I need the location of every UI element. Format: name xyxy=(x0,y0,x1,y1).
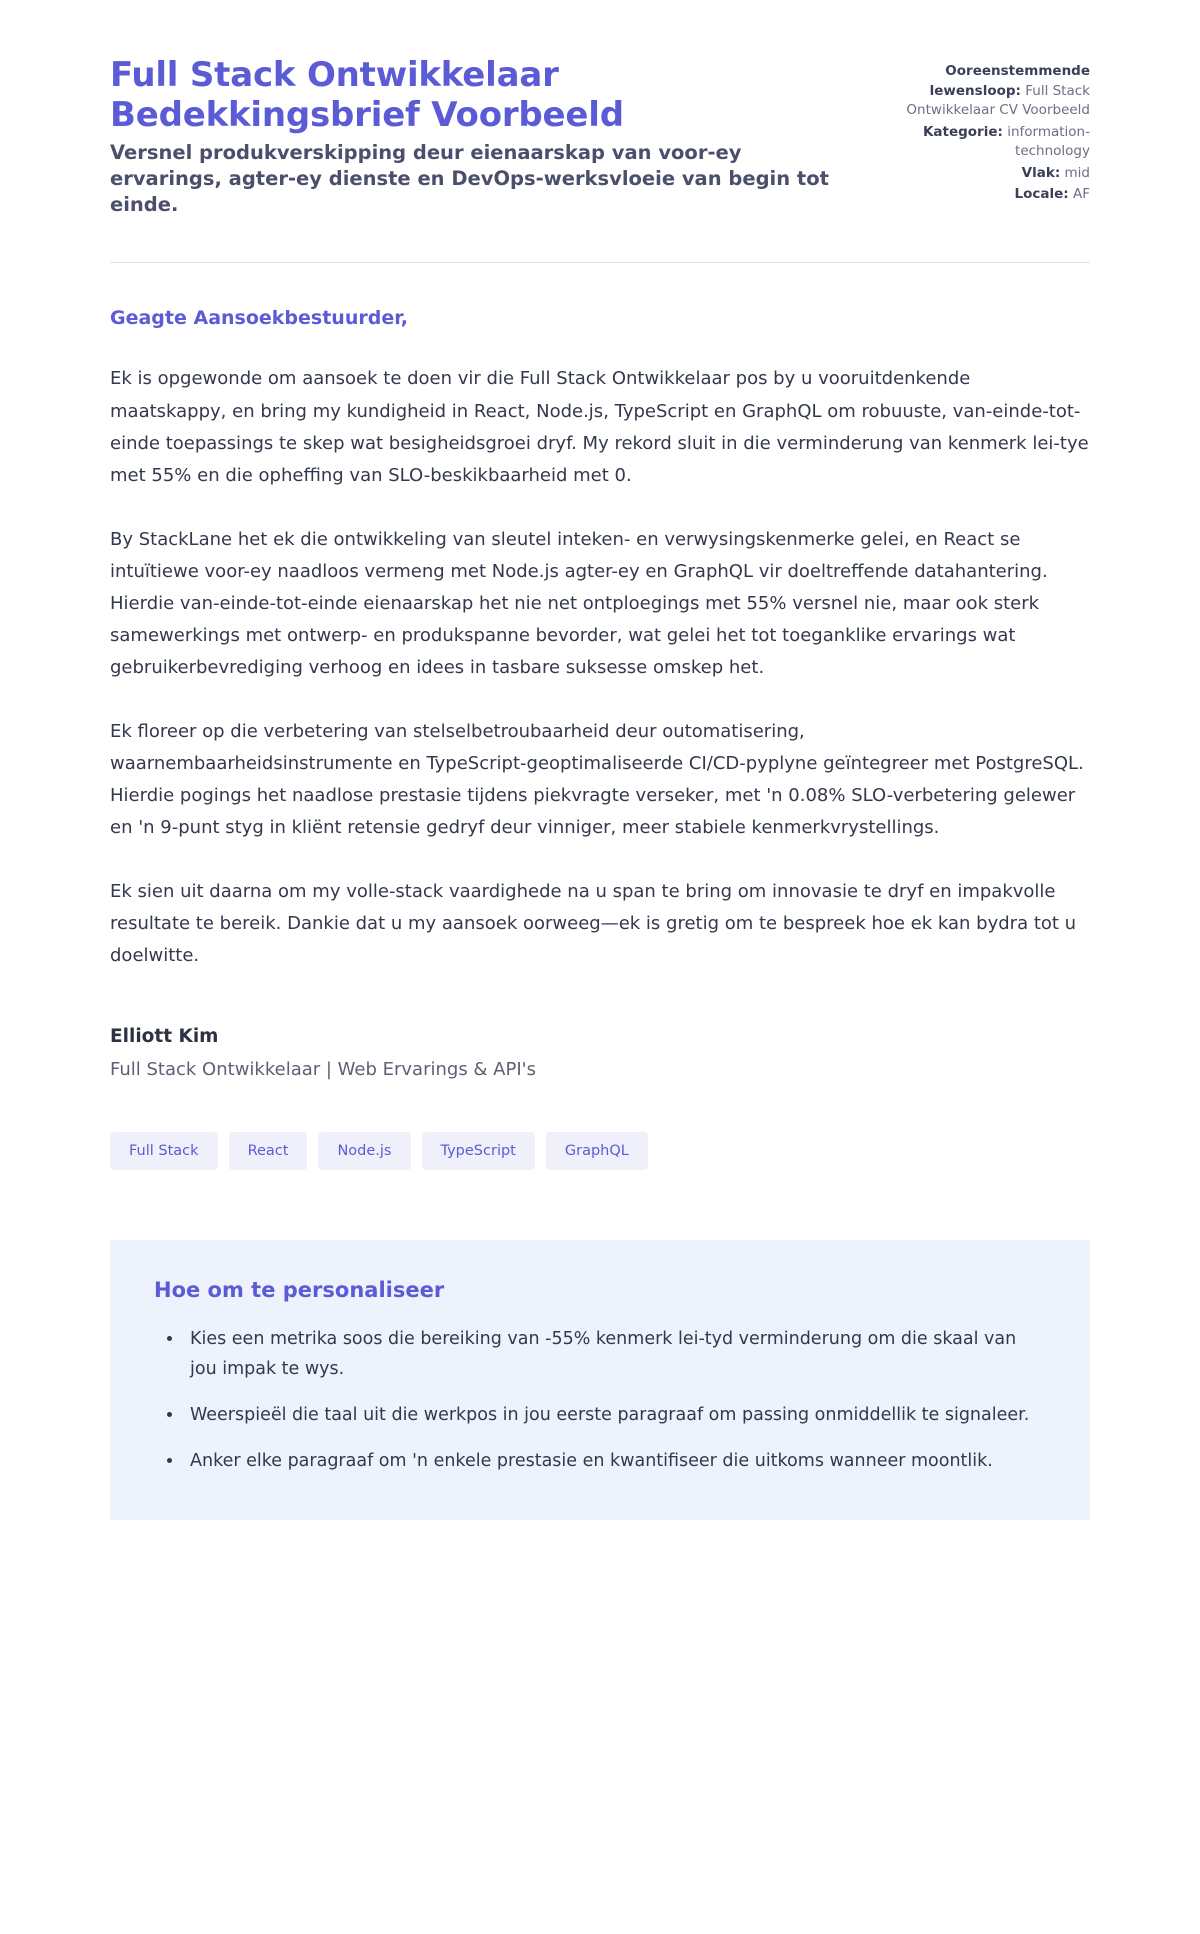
skill-tag: Full Stack xyxy=(110,1132,218,1170)
meta-category-label: Kategorie: xyxy=(922,123,1003,140)
skill-tag: GraphQL xyxy=(546,1132,648,1170)
meta-locale-label: Locale: xyxy=(1014,186,1069,203)
letter-signature xyxy=(110,1026,1090,1080)
meta-locale-value: AF xyxy=(1072,186,1090,203)
meta-level xyxy=(875,164,1090,184)
meta-locale xyxy=(875,185,1090,205)
tips-list xyxy=(154,1324,1046,1476)
skill-tag: Node.js xyxy=(318,1132,410,1170)
header-metadata xyxy=(875,56,1090,207)
meta-matching-resume-label: Ooreenstemmende lewensloop: xyxy=(929,63,1090,99)
cover-letter-body xyxy=(110,263,1090,1080)
page-title: Full Stack Ontwikkelaar Bedekkingsbrief Voorbeeld xyxy=(110,55,624,135)
tips-title: Hoe om te personaliseer xyxy=(154,1277,445,1302)
skill-tag-list xyxy=(110,1132,1090,1170)
page-subtitle: Versnel produkverskipping deur eienaarskap van voor-ey ervarings, agter-ey dienste en DevOps-werksvloeie van begin tot einde. xyxy=(110,140,829,217)
tips-list-item: • Kies een metrika soos die bereiking van -55% kenmerk lei-tyd verminderung om die skaal van jou impak te wys. xyxy=(184,1324,1046,1384)
signature-role: Full Stack Ontwikkelaar | Web Ervarings & API's xyxy=(110,1058,536,1080)
letter-salutation: Geagte Aansoekbestuurder, xyxy=(110,307,409,330)
meta-category-value: information-technology xyxy=(1007,123,1090,160)
skill-tag: TypeScript xyxy=(422,1132,535,1170)
personalization-tips-panel xyxy=(110,1240,1090,1520)
meta-level-value: mid xyxy=(1064,164,1090,181)
letter-paragraph: Ek sien uit daarna om my volle-stack vaardighede na u span te bring om innovasie te dryf en impakvolle resultate te bereik. Dankie dat u my aansoek oorweeg—ek is gretig om te bespreek hoe ek kan bydra tot u doelwitte. xyxy=(110,880,1077,966)
letter-paragraph: Ek is opgewonde om aansoek te doen vir die Full Stack Ontwikkelaar pos by u vooruitdenkende maatskappy, en bring my kundigheid in React, Node.js, TypeScript en GraphQL om robuuste, van-einde-tot-einde toepassings te skep wat besigheidsgroei dryf. My rekord sluit in die verminderung van kenmerk lei-tye met 55% en die opheffing van SLO-beskikbaarheid met 0. xyxy=(110,368,1089,486)
meta-level-label: Vlak: xyxy=(1021,164,1061,181)
meta-matching-resume xyxy=(875,62,1090,121)
meta-category xyxy=(875,123,1090,162)
header-title-block xyxy=(110,56,835,218)
letter-paragraph: By StackLane het ek die ontwikkeling van sleutel inteken- en verwysingskenmerke gelei, en React se intuïtiewe voor-ey naadloos vermeng met Node.js agter-ey en GraphQL vir doeltreffende datahantering. Hierdie van-einde-tot-einde eienaarskap het nie net ontploegings met 55% versnel nie, maar ook sterk samewerkings met ontwerp- en produkspanne bevorder, wat gelei het tot toeganklike ervarings wat gebruikerbevrediging verhoog en idees in tasbare suksesse omskep het. xyxy=(110,528,1048,678)
document-header xyxy=(110,56,1090,218)
tips-list-item: • Weerspieël die taal uit die werkpos in jou eerste paragraaf om passing onmiddellik te signaleer. xyxy=(184,1400,1046,1430)
meta-matching-resume-value: Full Stack Ontwikkelaar CV Voorbeeld xyxy=(906,82,1090,119)
skill-tag: React xyxy=(229,1132,308,1170)
signature-name: Elliott Kim xyxy=(110,1025,219,1047)
tips-list-item: • Anker elke paragraaf om 'n enkele prestasie en kwantifiseer die uitkoms wanneer moontlik. xyxy=(184,1446,1046,1476)
letter-paragraph: Ek floreer op die verbetering van stelselbetroubaarheid deur outomatisering, waarnembaarheidsinstrumente en TypeScript-geoptimaliseerde CI/CD-pyplyne geïntegreer met PostgreSQL. Hierdie pogings het naadlose prestasie tijdens piekvragte verseker, met 'n 0.08% SLO-verbetering gelewer en 'n 9-punt styg in kliënt retensie gedryf deur vinniger, meer stabiele kenmerkvrystellings. xyxy=(110,720,1084,838)
